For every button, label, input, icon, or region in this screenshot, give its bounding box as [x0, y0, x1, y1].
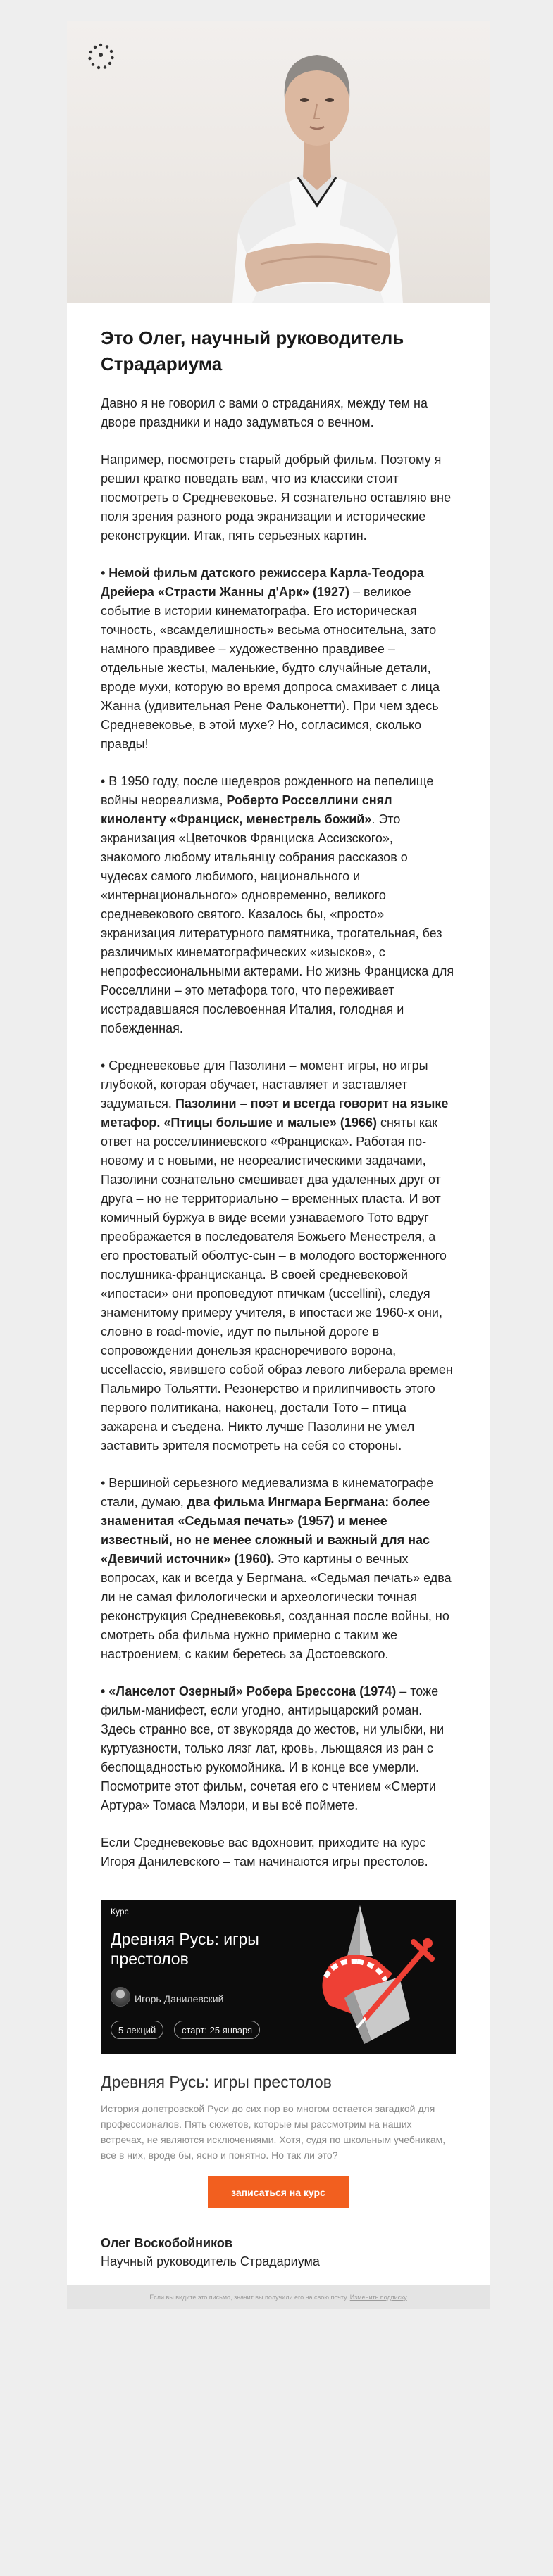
banner-title: Древняя Русь: игры престолов [111, 1930, 259, 1968]
author-avatar [111, 1987, 130, 2007]
film-pasolini-text: сняты как ответ на росселлиниевского «Франциска». Работая по-новому и с новыми, не неореалистическими задачами, Пазолини сознательно смешивает два удаленных друг от друга – но не территориально – временных пласта. И вот комичный буржуа в виде всеми узнаваемого Тото вдруг преображается в последователя Божьего Менестреля, а его простоватый оболтус-сын – в молодого восторженного послушника-францисканца. В своей средневековой «ипостаси» они проповедуют птичкам (uccellini), следуя знаменитому примеру учителя, в ипостаси же 1960-х они, словно в road-movie, идут по пыльной дороге в сопровождении донельзя красноречивого ворона, uccellaccio, явившего собой образ левого либерала времен Пальмиро Тольятти. Резонерство и прилипчивость этого первого политикана, наконец, достали Тото – птица зажарена и съедена. Никто лучше Пазолини не умел заставить зрителя посмотреть на себя со стороны. [101, 1116, 453, 1453]
film-bergman-text: Это картины о вечных вопросах, как и всегда у Бергмана. «Седьмая печать» едва ли не самая филологически и археологически точная реконструкция Средневековья, созданная после войны, но смотреть оба фильма нужно примерно с таким же настроением, с каким беретесь за Достоевского. [101, 1552, 452, 1661]
film-dreyer-text: – великое событие в истории кинематографа. Его историческая точность, «всамделишность» весьма относительна, зато намного правдивее – художественно правдивее – отдельные жесты, маленькие, будто случайные детали, вроде мухи, которую во время допроса смахивает с лица Жанна (удивительная Рене Фальконетти). При чем здесь Средневековье, в этой мухе? Но, согласимся, сколько правды! [101, 585, 440, 751]
paragraph-rossellini [101, 772, 456, 1038]
email-card [67, 21, 490, 2309]
film-dreyer-title: • Немой фильм датского режиссера Карла-Теодора Дрейера «Страсти Жанны д'Арк» (1927) [101, 566, 425, 599]
chip-lessons: 5 лекций [111, 2021, 163, 2039]
film-bresson-title: • «Ланселот Озерный» Робера Брессона (1974) [101, 1684, 397, 1698]
film-rossellini-text: . Это экранизация «Цветочков Франциска Ассизского», знакомого любому итальянцу собрания рассказов о чудесах самого любимого, национального и «интернационального» одновременно, великого средневекового святого. Казалось бы, «просто» экранизация литературного памятника, трогательная, без различимых кинематографических «изысков», с непрофессиональными актерами. Но жизнь Франциска для Росселлини – это метафора того, что переживает исстрадавшаяся послевоенная Италия, голодная и побежденная. [101, 812, 454, 1035]
film-pasolini-title: Пазолини – поэт и всегда говорит на языке метафор. «Птицы большие и малые» (1966) [101, 1097, 449, 1130]
hero-photo [67, 21, 490, 303]
signature-role: Научный руководитель Страдариума [101, 2254, 320, 2268]
paragraph-pasolini [101, 1056, 456, 1456]
change-subscription-link[interactable]: Изменить подписку [349, 2294, 407, 2301]
paragraph-intro: Давно я не говорил с вами о страданиях, между тем на дворе праздники и надо задуматься о вечном. [101, 396, 428, 429]
shield-sword-icon [287, 1900, 449, 2054]
film-bergman-intro: • Вершиной серьезного медиевализма в кинематографе стали, думаю, [101, 1476, 434, 1509]
course-banner[interactable] [101, 1900, 456, 2054]
stradarium-logo-icon [85, 41, 116, 72]
course-title: Древняя Русь: игры престолов [101, 2073, 332, 2091]
banner-author: Игорь Данилевский [135, 1993, 224, 2004]
paragraph-2: Например, посмотреть старый добрый фильм. Поэтому я решил кратко поведать вам, что из классики стоит посмотреть о Средневековье. Я сознательно оставляю вне поля зрения разного рода экранизации и исторические реконструкции. Итак, пять серьезных картин. [101, 453, 452, 543]
paragraph-bresson [101, 1682, 456, 1815]
letter-title: Это Олег, научный руководитель Страдариума [101, 327, 404, 374]
banner-kurs-label: Курс [111, 1907, 129, 1917]
film-bergman-title: два фильма Ингмара Бергмана: более знаменитая «Седьмая печать» (1957) и менее известный, но не менее сложный и важный для нас «Девичий источник» (1960). [101, 1495, 430, 1566]
paragraph-invite: Если Средневековье вас вдохновит, приходите на курс Игоря Данилевского – там начинаются игры престолов. [101, 1836, 428, 1869]
film-rossellini-intro: • В 1950 году, после шедевров рожденного на пепелище войны неореализма, [101, 774, 434, 807]
chip-start: старт: 25 января [174, 2021, 260, 2039]
film-rossellini-title: Роберто Росселлини снял киноленту «Франциск, менестрель божий» [101, 793, 392, 826]
film-bresson-text: – тоже фильм-манифест, если угодно, антирыцарский роман. Здесь странно все, от звукоряда до жестов, ни улыбки, ни куртуазности, только лязг лат, кровь, льющаяся из ран с беспощадностью рукомойника. И в конце все умерли. Посмотрите этот фильм, сочетая его с чтением «Смерти Артура» Томаса Мэлори, и вы всё поймете. [101, 1684, 445, 1812]
letter-body [67, 303, 490, 2285]
enroll-button[interactable]: записаться на курс [208, 2176, 349, 2208]
cta-wrap [101, 2176, 456, 2208]
paragraph-dreyer [101, 564, 456, 754]
portrait-photo [218, 21, 416, 303]
footer [67, 2285, 490, 2309]
film-pasolini-intro: • Средневековье для Пазолини – момент игры, но игры глубокой, которая обучает, наставляет и заставляет задуматься. [101, 1059, 428, 1111]
signature-name: Олег Воскобойников [101, 2236, 232, 2250]
course-description: История допетровской Руси до сих пор во многом остается загадкой для профессионалов. Пять сюжетов, которые мы рассмотрим на наших встречах, не являются исключениями. Хотя, судя по школьным учебникам, все в них, вроде бы, ясно и понятно. Но так ли это? [101, 2103, 446, 2161]
paragraph-bergman [101, 1474, 456, 1664]
footer-text: Если вы видите это письмо, значит вы получили его на свою почту. [149, 2294, 349, 2301]
